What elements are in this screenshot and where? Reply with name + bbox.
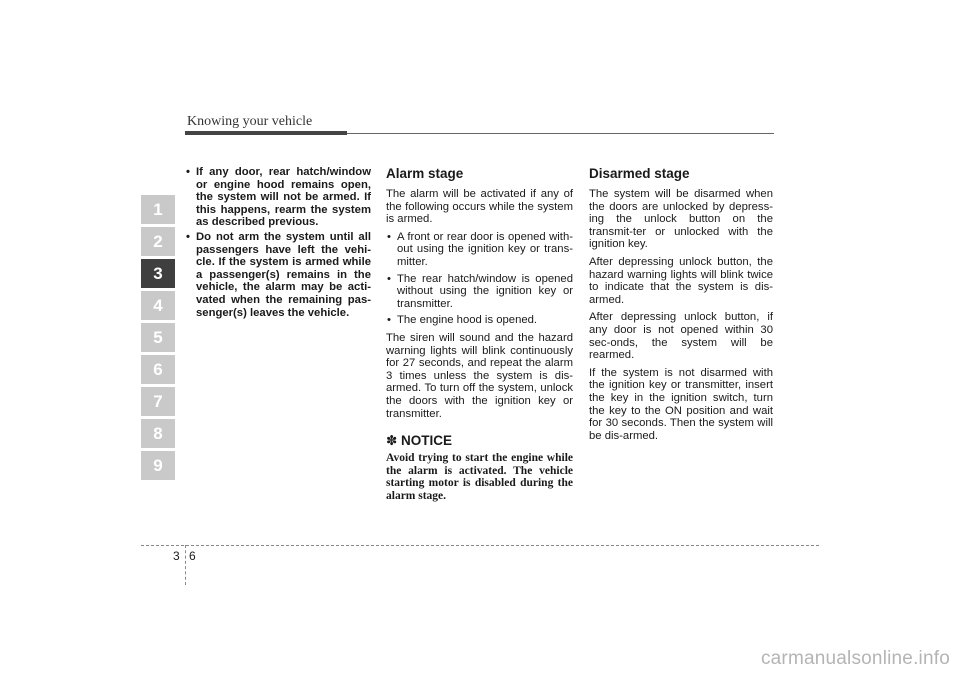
alarm-stage-heading: Alarm stage (386, 166, 464, 181)
bullet-icon: • (186, 230, 190, 243)
chapter-tab-4[interactable]: 4 (141, 291, 175, 320)
bullet-icon: • (387, 314, 391, 327)
alarm-intro: The alarm will be activated if any of the following occurs while the system is armed. (386, 188, 573, 226)
page-section-number: 3 (173, 549, 180, 563)
chapter-tab-7[interactable]: 7 (141, 387, 175, 416)
footer-divider (141, 545, 819, 546)
arming-notes-list (185, 166, 371, 319)
chapter-tab-5[interactable]: 5 (141, 323, 175, 352)
column-arming-notes (185, 166, 371, 324)
disarmed-paragraph: After depressing unlock button, if any door is not opened within 30 sec-onds, the system will be rearmed. (589, 311, 773, 362)
alarm-body: The siren will sound and the hazard warning lights will blink continuously for 27 seconds, and repeat the alarm 3 times unless the system is dis-armed. To turn off the system, unlock the doors with the ignition key or transmitter. (386, 331, 573, 420)
chapter-tabs (141, 195, 175, 483)
list-item: • Do not arm the system until all passengers have left the vehi-cle. If the system is armed while a passenger(s) remains in the vehicle, the alarm may be acti-vated when the remaining pas-senger(s) leaves the vehicle. (186, 230, 371, 319)
disarmed-paragraph: If the system is not disarmed with the ignition key or transmitter, insert the key in the ignition switch, turn the key to the ON position and wait for 30 seconds. Then the system will be dis-armed. (589, 366, 773, 442)
page-header-title: Knowing your vehicle (187, 114, 313, 129)
list-item: • The engine hood is opened. (387, 314, 538, 327)
disarmed-paragraph: The system will be disarmed when the doors are unlocked by depress-ing the unlock button on the transmit-ter or unlocked with the ignition key. (589, 188, 773, 251)
disarmed-stage-heading: Disarmed stage (589, 166, 690, 181)
list-item: • A front or rear door is opened with-out using the ignition key or trans-mitter. (387, 230, 573, 268)
notice-title: ✽ NOTICE (386, 433, 453, 449)
chapter-tab-3[interactable]: 3 (141, 259, 175, 288)
bullet-icon: • (387, 272, 391, 285)
disarmed-paragraph: After depressing unlock button, the hazard warning lights will blink twice to indicate that the system is dis-armed. (589, 255, 773, 306)
bullet-icon: • (387, 230, 391, 243)
header-rule-thin (347, 133, 774, 134)
list-item: • The rear hatch/window is opened without using the ignition key or transmitter. (387, 272, 573, 310)
column-alarm-stage (386, 166, 573, 502)
chapter-tab-2[interactable]: 2 (141, 227, 175, 256)
bullet-icon: • (186, 166, 190, 178)
footer-divider-vertical (185, 545, 186, 585)
alarm-conditions-list (386, 231, 573, 327)
watermark: carmanualsonline.info (760, 648, 950, 669)
chapter-tab-1[interactable]: 1 (141, 195, 175, 224)
chapter-tab-8[interactable]: 8 (141, 419, 175, 448)
column-disarmed-stage (589, 166, 773, 447)
header-rule (185, 131, 347, 135)
page-number: 6 (189, 549, 196, 563)
list-item: • If any door, rear hatch/window or engine hood remains open, the system will not be armed. If this happens, rearm the system as described previous. (186, 166, 371, 229)
chapter-tab-9[interactable]: 9 (141, 451, 175, 480)
notice-text: Avoid trying to start the engine while the alarm is activated. The vehicle starting motor is disabled during the alarm stage. (386, 452, 573, 502)
chapter-tab-6[interactable]: 6 (141, 355, 175, 384)
